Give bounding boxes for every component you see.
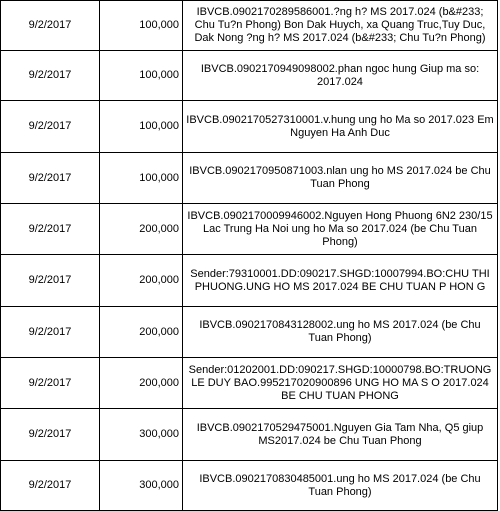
amount-cell: 300,000 — [100, 461, 183, 511]
description-cell: IBVCB.0902170830485001.ung ho MS 2017.024 (be Chu Tuan Phong) — [183, 461, 498, 511]
date-cell: 9/2/2017 — [1, 307, 100, 358]
table-row — [1, 51, 498, 101]
amount-cell: 200,000 — [100, 358, 183, 409]
description-cell: IBVCB.0902170529475001.Nguyen Gia Tam Nha, Q5 giup MS2017.024 be Chu Tuan Phong — [183, 409, 498, 461]
amount-cell: 200,000 — [100, 307, 183, 358]
amount-cell: 100,000 — [100, 153, 183, 204]
amount-cell: 200,000 — [100, 255, 183, 307]
table-row — [1, 101, 498, 153]
table-row — [1, 358, 498, 409]
amount-cell: 200,000 — [100, 204, 183, 255]
date-cell: 9/2/2017 — [1, 101, 100, 153]
date-cell: 9/2/2017 — [1, 1, 100, 51]
table-row — [1, 204, 498, 255]
description-cell: IBVCB.0902170843128002.ung ho MS 2017.024 (be Chu Tuan Phong) — [183, 307, 498, 358]
description-cell: Sender:01202001.DD:090217.SHGD:10000798.BO:TRUONG LE DUY BAO.995217020900896 UNG HO MA S O 2017.024 BE CHU TUAN PHONG — [183, 358, 498, 409]
description-cell: Sender:79310001.DD:090217.SHGD:10007994.BO:CHU THI PHUONG.UNG HO MS 2017.024 BE CHU TUAN P HON G — [183, 255, 498, 307]
date-cell: 9/2/2017 — [1, 255, 100, 307]
amount-cell: 100,000 — [100, 51, 183, 101]
amount-cell: 100,000 — [100, 101, 183, 153]
description-cell: IBVCB.0902170527310001.v.hung ung ho Ma so 2017.023 Em Nguyen Ha Anh Duc — [183, 101, 498, 153]
date-cell: 9/2/2017 — [1, 461, 100, 511]
date-cell: 9/2/2017 — [1, 153, 100, 204]
description-cell: IBVCB.0902170949098002.phan ngoc hung Giup ma so: 2017.024 — [183, 51, 498, 101]
date-cell: 9/2/2017 — [1, 204, 100, 255]
date-cell: 9/2/2017 — [1, 409, 100, 461]
table-row — [1, 409, 498, 461]
table-row — [1, 1, 498, 51]
table-row — [1, 255, 498, 307]
date-cell: 9/2/2017 — [1, 358, 100, 409]
amount-cell: 300,000 — [100, 409, 183, 461]
date-cell: 9/2/2017 — [1, 51, 100, 101]
table-row — [1, 307, 498, 358]
description-cell: IBVCB.0902170950871003.nlan ung ho MS 2017.024 be Chu Tuan Phong — [183, 153, 498, 204]
description-cell: IBVCB.0902170009946002.Nguyen Hong Phuong 6N2 230/15 Lac Trung Ha Noi ung ho Ma so 2017.024 (be Chu Tuan Phong) — [183, 204, 498, 255]
amount-cell: 100,000 — [100, 1, 183, 51]
description-cell: IBVCB.0902170289586001.?ng h? MS 2017.024 (b&#233; Chu Tu?n Phong) Bon Dak Huych, xa Quang Truc,Tuy Duc, Dak Nong ?ng h? MS 2017.024 (b&#233; Chu Tu?n Phong) — [183, 1, 498, 51]
table-row — [1, 153, 498, 204]
table-row — [1, 461, 498, 511]
